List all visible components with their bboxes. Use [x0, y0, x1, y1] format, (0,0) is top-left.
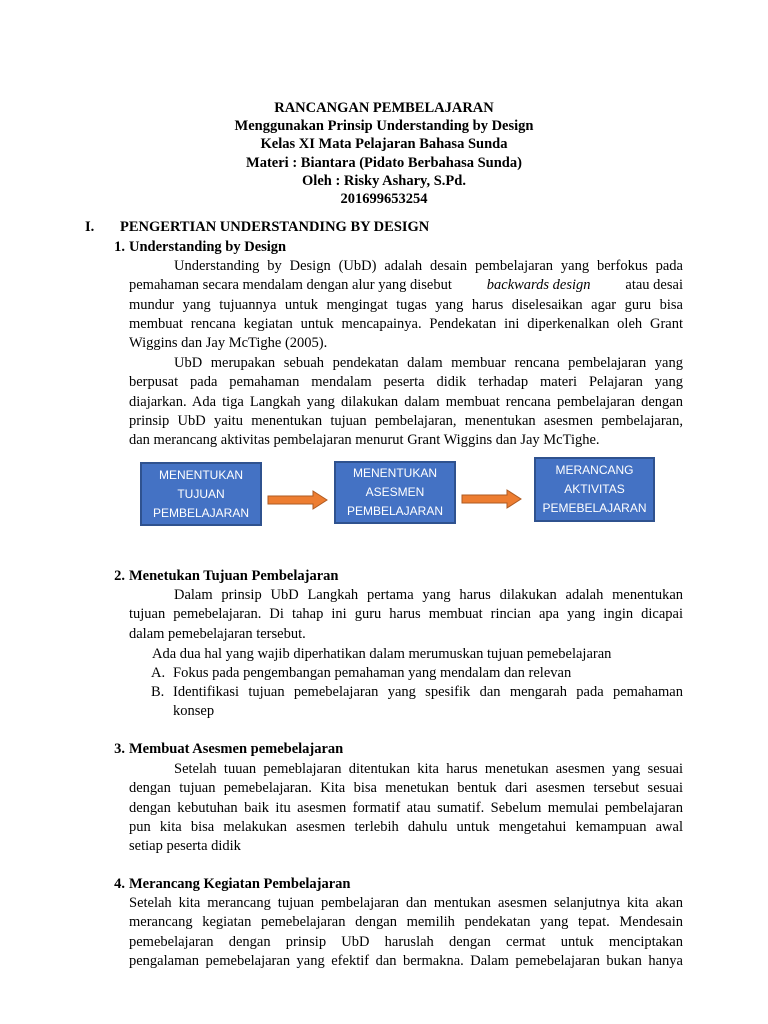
item-title: Membuat Asesmen pemebelajaran [129, 741, 344, 757]
box-text: PEMBELAJARAN [152, 505, 250, 520]
arrow-right-icon [267, 489, 329, 511]
item-number: 4. [114, 876, 125, 892]
box-text: MENENTUKAN [158, 467, 243, 482]
text-line: Dalam prinsip UbD Langkah pertama yang harus dilakukan adalah menentukan [174, 587, 683, 603]
text-line: Understanding by Design (UbD) adalah desain pembelajaran yang berfokus pada [174, 258, 683, 274]
item-heading-3 [114, 741, 344, 758]
item-title: Merancang Kegiatan Pembelajaran [129, 876, 351, 892]
box-text: PEMBELAJARAN [346, 504, 444, 518]
item-number: 1. [114, 239, 125, 255]
text-line: dengan tujuan pemebelajaran. Kita bisa menetukan bentuk dari asesmen tersebut sesuai [129, 780, 683, 797]
text-italic: backwards design [486, 277, 591, 294]
list-marker: B. [151, 684, 165, 700]
list-item [151, 683, 683, 722]
text-line: mundur yang tujuannya untuk mengingat tugas yang harus diselesaikan agar guru bisa [129, 296, 683, 313]
diagram-box-aktivitas [534, 457, 655, 522]
paragraph-ubd-definition [129, 257, 683, 353]
text-fragment: pemahaman secara mendalam dengan alur yang disebut [129, 277, 452, 294]
paragraph-kegiatan [129, 894, 683, 971]
document-title-block [0, 99, 768, 208]
text-line: pun kita bisa melakukan asesmen terlebih dahulu untuk mengetahui kemampuan awal [129, 818, 683, 835]
list-item [151, 664, 683, 683]
diagram-box-asesmen [334, 461, 456, 524]
title-author: Oleh : Risky Ashary, S.Pd. [302, 172, 466, 189]
text-line: tujuan pemebelajaran. Di tahap ini guru harus membuat rincian apa yang ingin dicapai [129, 606, 683, 623]
paragraph-tujuan [129, 586, 683, 644]
text-line: merancang kegiatan pemebelajaran dengan memilih pendekatan yang tepat. Mendesain [129, 914, 683, 931]
item-title: Understanding by Design [129, 239, 287, 255]
text-line: UbD merupakan sebuah pendekatan dalam membuar rencana pembelajaran yang [174, 355, 683, 371]
text-line: berpusat pada pemahaman mendalam peserta didik terhadap materi Pelajaran yang [129, 374, 683, 391]
text-line: dalam pemebelajaran tersebut. [129, 625, 306, 642]
list-intro: Ada dua hal yang wajib diperhatikan dalam merumuskan tujuan pemebelajaran [152, 646, 612, 662]
title-material: Materi : Biantara (Pidato Berbahasa Sunda) [246, 154, 522, 171]
section-heading [85, 219, 429, 236]
paragraph-asesmen [129, 760, 683, 856]
box-text: PEMEBELAJARAN [542, 501, 647, 515]
title-subtitle: Menggunakan Prinsip Understanding by Design [234, 118, 534, 135]
paragraph-ubd-approach [129, 354, 683, 450]
item-title: Menetukan Tujuan Pembelajaran [129, 568, 339, 584]
list-text: Fokus pada pengembangan pemahaman yang mendalam dan relevan [173, 665, 572, 681]
box-text: MERANCANG [555, 463, 634, 477]
section-number: I. [85, 219, 95, 235]
item-heading-1 [114, 239, 287, 256]
diagram-box-tujuan [140, 462, 262, 526]
text-line: dan merancang aktivitas pembelajaran menurut Grant Wiggins dan Jay McTighe. [129, 432, 600, 449]
text-line: prinsip UbD yaitu menentukan tujuan pembelajaran, menentukan asesmen pembelajaran, [129, 412, 683, 429]
text-line: setiap peserta didik [129, 838, 241, 855]
text-line: Wiggins dan Jay McTighe (2005). [129, 335, 328, 352]
list-text: Identifikasi tujuan pemebelajaran yang spesifik dan mengarah pada pemahaman [173, 684, 683, 700]
list-text: konsep [173, 703, 215, 720]
text-line: membuat rencana kegiatan untuk mencapainya. Pendekatan ini diperkenalkan oleh Grant [129, 315, 683, 332]
text-line: Setelah kita merancang tujuan pembelajaran dan mentukan asesmen selanjutnya kita akan [129, 895, 683, 911]
document-title: RANCANGAN PEMBELAJARAN [274, 100, 494, 116]
item-heading-2 [114, 568, 339, 585]
list-marker: A. [151, 665, 166, 681]
section-title: PENGERTIAN UNDERSTANDING BY DESIGN [120, 219, 430, 235]
text-line: dengan kebutuhan baik itu asesmen formatif atau sumatif. Sebelum memulai pembelajaran [129, 799, 683, 816]
item-heading-4 [114, 876, 351, 893]
box-text: AKTIVITAS [564, 482, 625, 496]
item-number: 3. [114, 741, 125, 757]
text-line [129, 276, 683, 295]
box-text: MENENTUKAN [352, 466, 437, 480]
arrow-right-icon [461, 488, 523, 510]
item-number: 2. [114, 568, 125, 584]
box-text: TUJUAN [177, 486, 225, 501]
text-line: Setelah tuuan pemeblajaran ditentukan kita harus menetukan asesmen yang sesuai [174, 761, 683, 777]
text-line: pengalaman pemebelajaran yang efektif dan bermakna. Dalam pemebelajaran bukan hanya [129, 952, 683, 969]
text-fragment: atau desai [625, 277, 683, 294]
box-text: ASESMEN [365, 485, 425, 499]
text-line: pemebelajaran dengan prinsip UbD haruslah dengan cermat untuk menciptakan [129, 933, 683, 950]
text-line: diajarkan. Ada tiga Langkah yang dilakukan dalam membuat rencana pembelajaran dengan [129, 393, 683, 410]
title-class: Kelas XI Mata Pelajaran Bahasa Sunda [260, 136, 508, 153]
title-id-number: 201699653254 [340, 191, 428, 208]
